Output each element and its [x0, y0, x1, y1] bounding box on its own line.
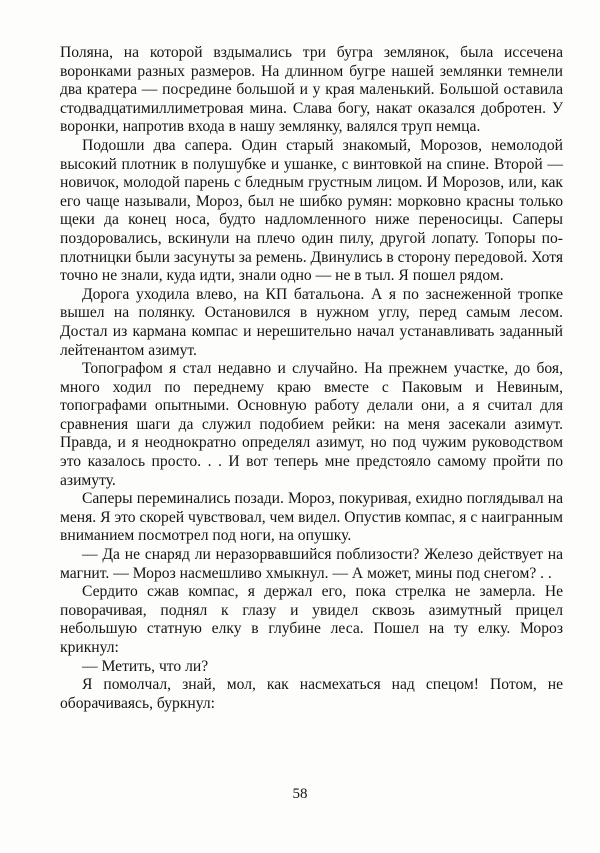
paragraph-2: Подошли два сапера. Один старый знакомый, Морозов, немолодой высокий плотник в полушубке и ушанке, с винтовкой на спине. Второй — новичок, молодой парень с бледным грустным лицом. И Морозов, или, как его чаще называли, Мороз, был не шибко румян: морковно красны только щеки да конец носа, будто надломленного ниже переносицы. Саперы поздоровались, вскинули на плечо один пилу, другой лопату. Топоры по-плотницки были засунуты за ремень. Двинулись в сторону передовой. Хотя точно не знали, куда идти, знали одно — не в тыл. Я пошел рядом. [60, 136, 563, 285]
paragraph-4: Топографом я стал недавно и случайно. На прежнем участке, до боя, много ходил по переднему краю вместе с Паковым и Невиным, топографами опытными. Основную работу делали они, а я считал для сравнения шаги да служил подобием рейки: на меня засекали азимут. Правда, и я неоднократно определял азимут, но под чужим руководством это казалось просто. . . И вот теперь мне предстояло самому пройти по азимуту. [60, 360, 563, 489]
page-number: 58 [292, 786, 308, 802]
paragraph-7: Сердито сжав компас, я держал его, пока стрелка не замерла. Не поворачивая, поднял к глазу и увидел сквозь азимутный прицел небольшую статную елку в глубине леса. Пошел на ту елку. Мороз крикнул: [60, 583, 563, 656]
paragraph-3: Дорога уходила влево, на КП батальона. А я по заснеженной тропке вышел на полянку. Остановился в нужном углу, перед самым лесом. Достал из кармана компас и нерешительно начал устанавливать заданный лейтенантом азимут. [60, 285, 563, 359]
paragraph-1: Поляна, на которой вздымались три бугра землянок, была иссечена воронками разных размеров. На длинном бугре нашей землянки темнели два кратера — посредине большой и у края маленький. Большой оставила стодвадцатимиллиметровая мина. Слава богу, накат оказался добротен. У воронки, напротив входа в нашу землянку, валялся труп немца. [60, 44, 563, 136]
body-text [60, 44, 563, 713]
paragraph-9: Я помолчал, знай, мол, как насмехаться над спецом! Потом, не оборачиваясь, буркнул: [60, 676, 563, 712]
paragraph-8: — Метить, что ли? [82, 657, 209, 675]
paragraph-6: — Да не снаряд ли неразорвавшийся поблизости? Железо действует на магнит. — Мороз насмешливо хмыкнул. — А может, мины под снегом? . . [60, 546, 563, 582]
paragraph-5: Саперы переминались позади. Мороз, покуривая, ехидно поглядывал на меня. Я это скорей чувствовал, чем видел. Опустив компас, я с наигранным вниманием посмотрел под ноги, на опушку. [60, 490, 563, 545]
